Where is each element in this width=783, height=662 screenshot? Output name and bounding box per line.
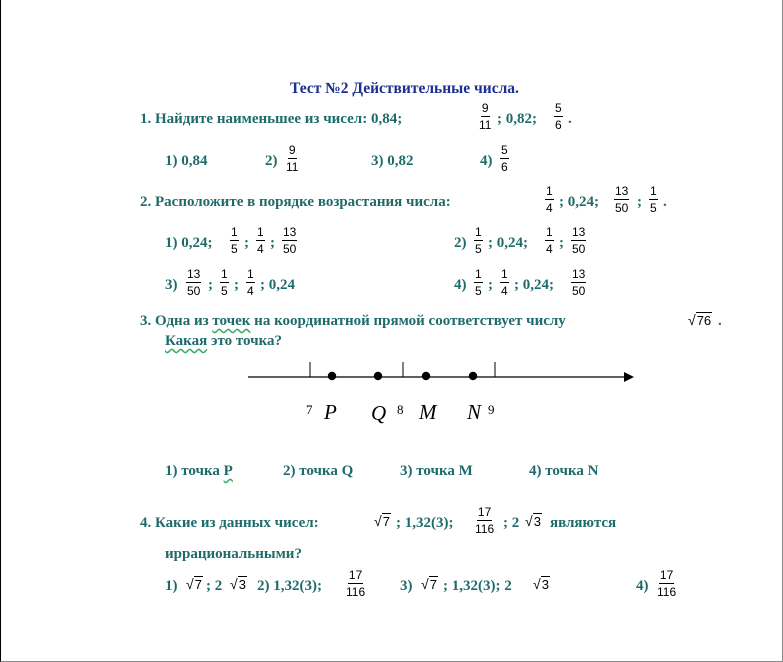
q2-a3-fraction-1: $\frac{13}{50}$ [187, 267, 201, 298]
q4-answer-2[interactable]: 2) 1,32(3); [257, 578, 322, 594]
q2-a2-fraction-3: $\frac{13}{50}$ [572, 225, 586, 256]
q2-sep1: ; 0,24; [559, 194, 599, 210]
q1-answer-4-fraction: $\frac{5}{6}$ [501, 143, 508, 174]
q4-fraction-17-116: $\frac{17}{116}$ [475, 505, 495, 536]
q3-answer-3[interactable]: 3) точка M [400, 463, 473, 479]
q1-fraction-9-11: $\frac{9}{11}$ [479, 101, 492, 132]
q2-a1-fraction-2: $\frac{1}{4}$ [257, 225, 264, 256]
point-P[interactable] [328, 372, 336, 380]
q2-a3-sep1: ; [208, 277, 213, 293]
q2-a3-fraction-2: $\frac{1}{5}$ [221, 267, 228, 298]
q3-answer-4[interactable]: 4) точка N [529, 463, 599, 479]
point-N[interactable] [469, 372, 477, 380]
q2-fraction-1-5: $\frac{1}{5}$ [650, 184, 657, 215]
q3-text-c: на координатной прямой соответствует числу [250, 313, 566, 329]
q4-a1-sqrt-7: √7 [186, 576, 202, 592]
q1-end: . [568, 111, 572, 127]
q2-a3-sep2: ; [234, 277, 239, 293]
q1-fraction-5-6: $\frac{5}{6}$ [555, 101, 562, 132]
q1-answer-1[interactable]: 1) 0,84 [165, 153, 208, 169]
q4-sep1: ; 1,32(3); [396, 515, 454, 531]
q4-a3-sqrt-7-radicand: 7 [429, 577, 437, 592]
point-label-P: P [324, 400, 337, 424]
q4-line2: иррациональными? [165, 546, 302, 562]
tick-label-8: 8 [397, 402, 404, 417]
q4-answer-1[interactable]: 1) [165, 578, 178, 594]
q2-a3-sep3: ; 0,24 [260, 277, 295, 293]
q1-answer-2-fraction: $\frac{9}{11}$ [286, 143, 299, 174]
q2-fraction-1-4: $\frac{1}{4}$ [546, 184, 553, 215]
q2-a1-fraction-1: $\frac{1}{5}$ [231, 225, 238, 256]
q2-end: . [663, 194, 667, 210]
q1-answer-4[interactable]: 4) [480, 153, 493, 169]
q3-sqrt-radicand: 76 [696, 313, 712, 328]
q4-answer-4[interactable]: 4) [636, 578, 649, 594]
q2-answer-2[interactable]: 2) [454, 235, 467, 251]
q3-answer-1[interactable] [165, 462, 233, 480]
q3-line2-b: это точка? [207, 333, 283, 349]
q4-a3-sqrt-7: √7 [421, 576, 437, 592]
q2-a4-fraction-2: $\frac{1}{4}$ [501, 267, 508, 298]
q3-answer-1-text: 1) точка [165, 463, 220, 479]
q2-answer-3[interactable]: 3) [165, 277, 178, 293]
q2-a1-sep1: ; [244, 235, 249, 251]
q4-answer-3[interactable]: 3) [400, 578, 413, 594]
q2-fraction-13-50: $\frac{13}{50}$ [615, 184, 629, 215]
q1-answer-2[interactable]: 2) [265, 153, 278, 169]
q3-text-a: 3. Одна из [140, 313, 213, 329]
q4-a4-fraction: $\frac{17}{116}$ [657, 568, 677, 599]
q1-sep1: ; 0,82; [497, 111, 537, 127]
q2-a2-sep1: ; 0,24; [488, 235, 528, 251]
point-label-M: M [419, 400, 437, 424]
q4-sqrt-7: √7 [374, 513, 390, 529]
q4-a3-sqrt-3-radicand: 3 [541, 577, 549, 592]
point-label-Q: Q [371, 401, 387, 425]
q2-answer-4[interactable]: 4) [454, 277, 467, 293]
q4-a1-sqrt-7-radicand: 7 [194, 577, 202, 592]
q2-a2-fraction-2: $\frac{1}{4}$ [546, 225, 553, 256]
q4-sep3: являются [550, 515, 617, 531]
q4-sep2: ; 2 [503, 515, 520, 531]
q2-a4-sep2: ; 0,24; [514, 277, 554, 293]
q3-answer-2[interactable]: 2) точка Q [283, 463, 354, 479]
q2-a3-fraction-3: $\frac{1}{4}$ [247, 267, 254, 298]
q4-text: 4. Какие из данных чисел: [140, 515, 319, 531]
number-line [1, 0, 783, 662]
q3-line2-a: Какая [165, 333, 208, 349]
q4-a1-sqrt-3-radicand: 3 [238, 577, 246, 592]
q2-a1-sep2: ; [270, 235, 275, 251]
q1-text: 1. Найдите наименьшее из чисел: 0,84; [140, 111, 403, 127]
q1-answer-3[interactable]: 3) 0,82 [371, 153, 414, 169]
point-Q[interactable] [374, 372, 382, 380]
q2-sep2: ; [637, 194, 642, 210]
q2-a4-fraction-3: $\frac{13}{50}$ [572, 267, 586, 298]
tick-label-9: 9 [488, 402, 495, 417]
q3-end: . [718, 313, 722, 329]
q2-a4-sep1: ; [488, 277, 493, 293]
q4-a1-sqrt-3: √3 [230, 576, 246, 592]
q4-a2-fraction: $\frac{17}{116}$ [346, 568, 366, 599]
point-label-N: N [467, 400, 482, 424]
q2-answer-1[interactable]: 1) 0,24; [165, 235, 213, 251]
q4-sqrt-3: √3 [525, 513, 541, 529]
q2-a1-fraction-3: $\frac{13}{50}$ [283, 225, 297, 256]
q3-text-b: точек [212, 313, 251, 329]
page-title: Тест №2 Действительные числа. [290, 80, 519, 97]
number-line-arrow [624, 372, 634, 382]
q4-a3-sep: ; 1,32(3); 2 [443, 578, 512, 594]
q4-sqrt-7-radicand: 7 [382, 514, 390, 529]
q2-a4-fraction-1: $\frac{1}{5}$ [475, 267, 482, 298]
q4-a1-sep: ; 2 [206, 578, 223, 594]
q2-a2-sep2: ; [559, 235, 564, 251]
q4-sqrt-3-radicand: 3 [533, 514, 541, 529]
q3-sqrt-76: √76 [688, 312, 712, 328]
tick-label-7: 7 [306, 402, 313, 417]
q2-a2-fraction-1: $\frac{1}{5}$ [475, 225, 482, 256]
q4-a3-sqrt-3: √3 [533, 576, 549, 592]
q2-text: 2. Расположите в порядке возрастания числа: [140, 194, 451, 210]
point-M[interactable] [422, 372, 430, 380]
q3-answer-1-point: P [223, 463, 233, 479]
